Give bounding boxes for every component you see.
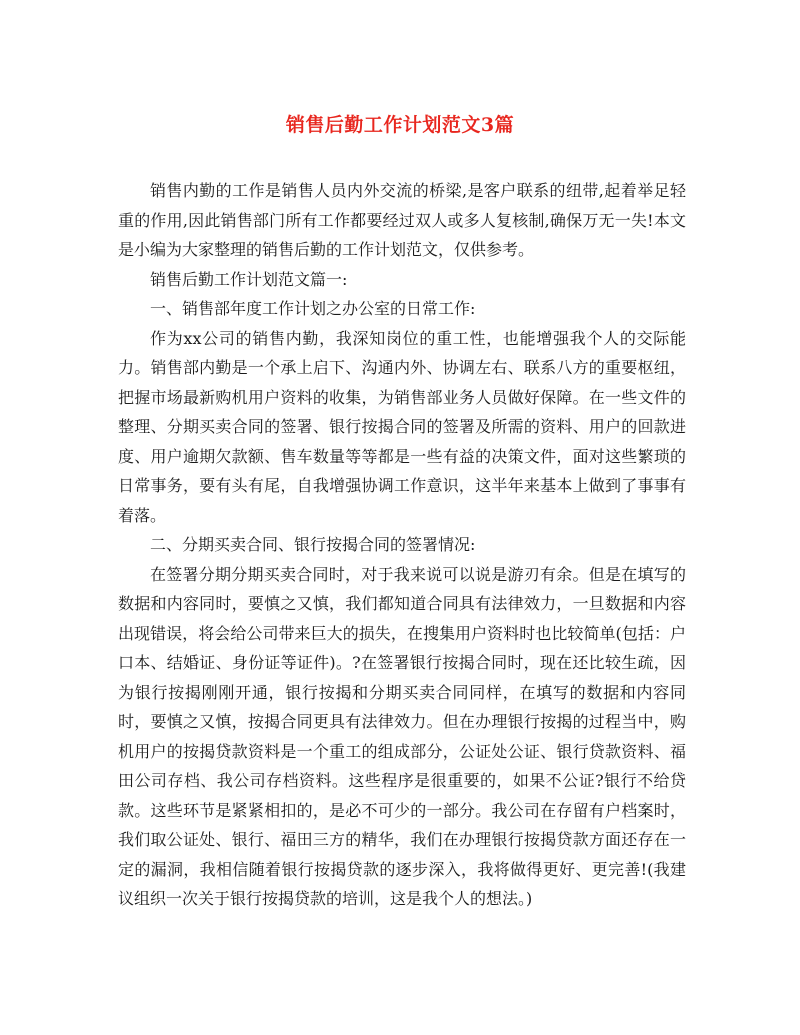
section-heading-part-one: 销售后勤工作计划范文篇一: <box>150 269 348 289</box>
document-body <box>118 176 686 914</box>
document-title: 销售后勤工作计划范文3篇 <box>285 114 515 136</box>
body-paragraph-daily-work: 作为xx公司的销售内勤，我深知岗位的重工性，也能增强我个人的交际能力。销售部内勤是一个承上启下、沟通内外、协调左右、联系八方的重要枢纽，把握市场最新购机用户资料的收集，为销售部业务人员做好保障。在一些文件的整理、分期买卖合同的签署、银行按揭合同的签署及所需的资料、用户的回款进度、用户逾期欠款额、售车数量等等都是一些有益的决策文件，面对这些繁琐的日常事务，要有头有尾，自我增强协调工作意识，这半年来基本上做到了事事有着落。 <box>118 328 686 525</box>
body-paragraph-contract-signing: 在签署分期分期买卖合同时，对于我来说可以说是游刃有余。但是在填写的数据和内容同时，要慎之又慎，我们都知道合同具有法律效力，一旦数据和内容出现错误，将会给公司带来巨大的损失，在搜集用户资料时也比较简单(包括：户口本、结婚证、身份证等证件)。?在签署银行按揭合同时，现在还比较生疏，因为银行按揭刚刚开通，银行按揭和分期买卖合同同样，在填写的数据和内容同时，要慎之又慎，按揭合同更具有法律效力。但在办理银行按揭的过程当中，购机用户的按揭贷款资料是一个重工的组成部分，公证处公证、银行贷款资料、福田公司存档、我公司存档资料。这些程序是很重要的，如果不公证?银行不给贷款。这些环节是紧紧相扣的，是必不可少的一部分。我公司在存留有户档案时，我们取公证处、银行、福田三方的精华，我们在办理银行按揭贷款方面还存在一定的漏洞，我相信随着银行按揭贷款的逐步深入，我将做得更好、更完善!(我建议组织一次关于银行按揭贷款的培训，这是我个人的想法。) <box>118 564 686 908</box>
subheading-contract-signing: 二、分期买卖合同、银行按揭合同的签署情况: <box>150 535 476 554</box>
intro-paragraph: 销售内勤的工作是销售人员内外交流的桥梁,是客户联系的纽带,起着举足轻重的作用,因此销售部门所有工作都要经过双人或多人复核制,确保万无一失!本文是小编为大家整理的销售后勤的工作计划范文，仅供参考。 <box>118 181 686 259</box>
subheading-daily-office-work: 一、销售部年度工作计划之办公室的日常工作: <box>150 299 476 318</box>
